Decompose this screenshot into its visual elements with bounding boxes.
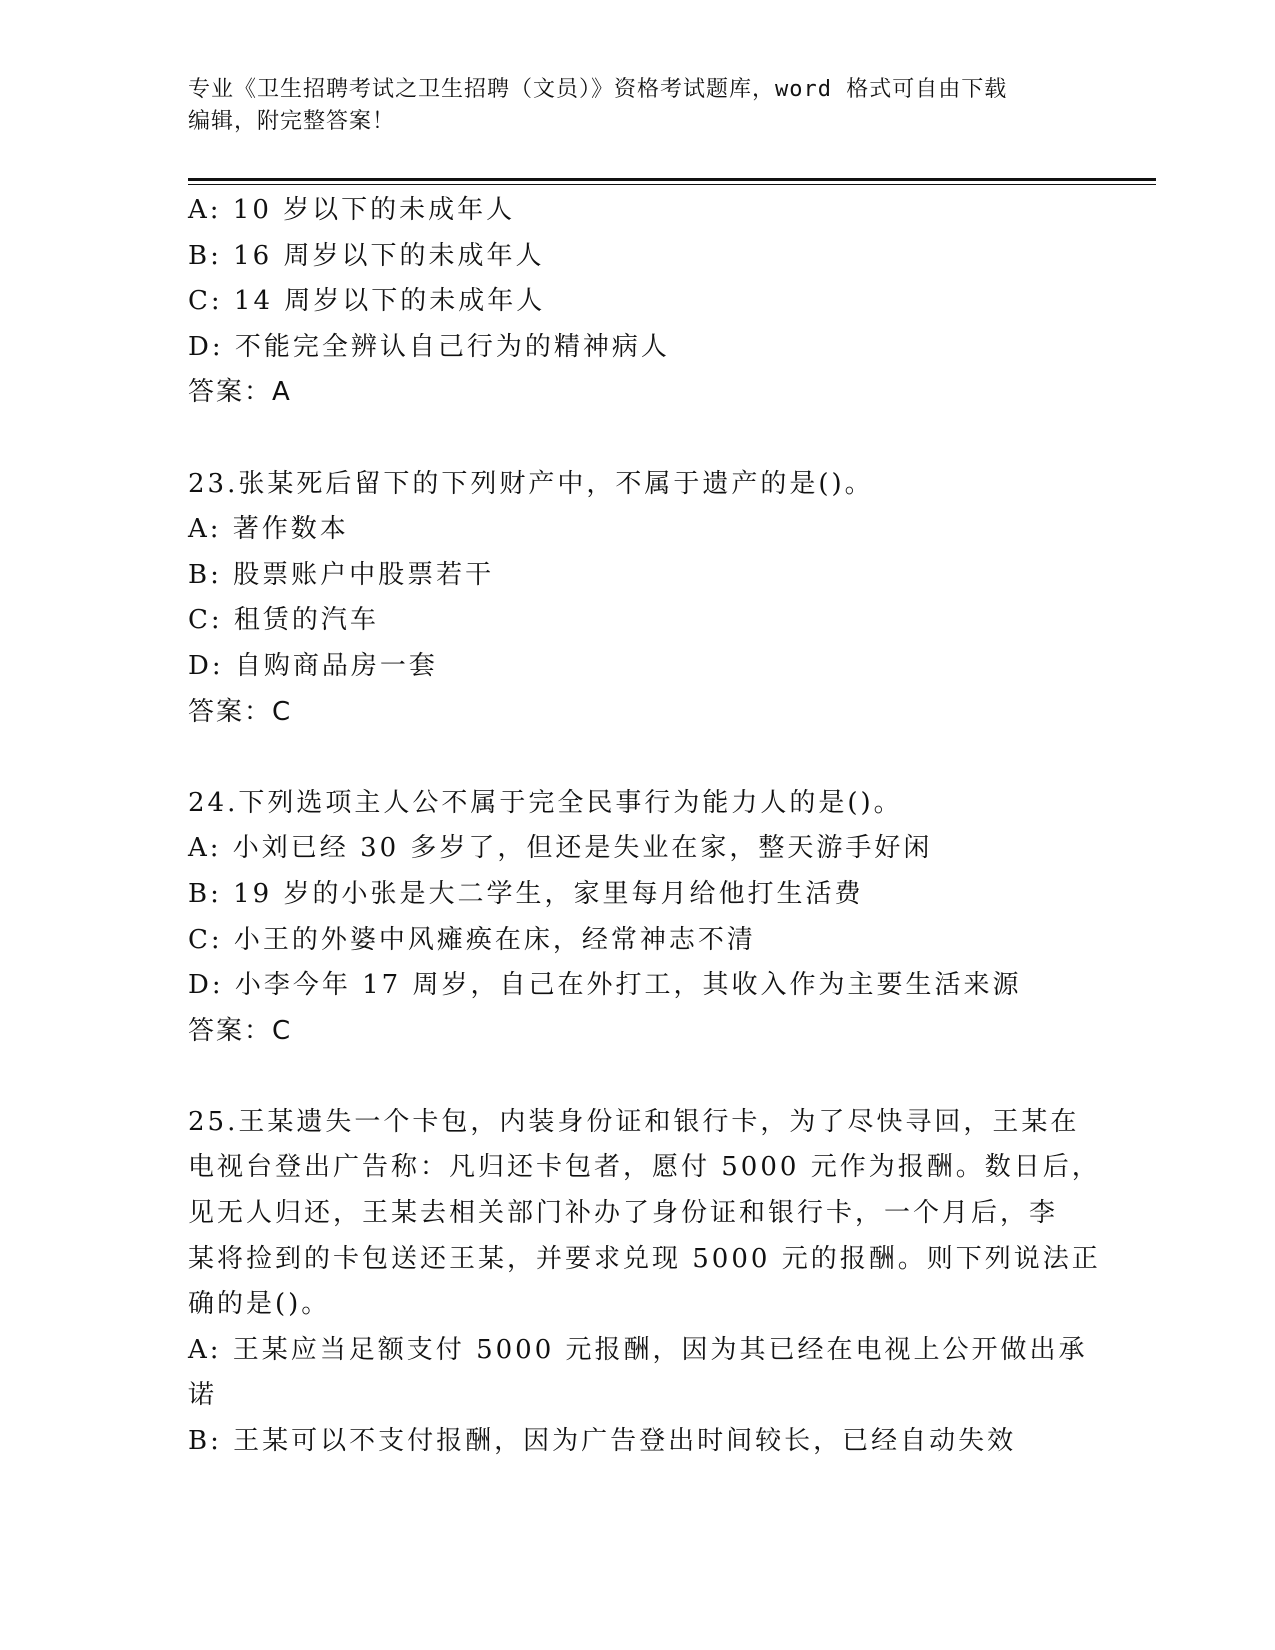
- spacer: [188, 1054, 1088, 1100]
- question-22-option-b: B: 16 周岁以下的未成年人: [188, 240, 545, 271]
- question-25-option-a-line-2: 诺: [188, 1380, 218, 1411]
- question-22-option-d: D: 不能完全辨认自己行为的精神病人: [188, 331, 670, 362]
- header-divider-thick: [188, 178, 1156, 181]
- question-23-option-c: C: 租赁的汽车: [188, 605, 379, 636]
- question-list: [188, 188, 1101, 1465]
- question-24-block: [188, 781, 1088, 1055]
- question-25-option-a-line-1: A: 王某应当足额支付 5000 元报酬，因为其已经在电视上公开做出承: [188, 1334, 1088, 1365]
- header-divider-thin: [188, 184, 1156, 185]
- header-line-2: 编辑，附完整答案！: [188, 109, 396, 134]
- question-23-option-b: B: 股票账户中股票若干: [188, 559, 495, 590]
- question-23-option-d: D: 自购商品房一套: [188, 650, 438, 681]
- question-24-text: 24.下列选项主人公不属于完全民事行为能力人的是()。: [188, 787, 903, 818]
- question-23-answer: 答案：C: [188, 696, 293, 727]
- question-25-text-line-3: 见无人归还，王某去相关部门补办了身份证和银行卡，一个月后，李: [188, 1198, 1059, 1229]
- question-25-text-line-2: 电视台登出广告称：凡归还卡包者，愿付 5000 元作为报酬。数日后，: [188, 1152, 1101, 1183]
- question-24-option-b: B: 19 岁的小张是大二学生，家里每月给他打生活费: [188, 878, 864, 909]
- header-line-1: 专业《卫生招聘考试之卫生招聘（文员）》资格考试题库，word 格式可自由下载: [188, 77, 1008, 102]
- spacer: [188, 416, 1088, 462]
- question-25-option-b: B: 王某可以不支付报酬，因为广告登出时间较长，已经自动失效: [188, 1426, 1017, 1457]
- question-25-text-line-1: 25.王某遗失一个卡包，内装身份证和银行卡，为了尽快寻回，王某在: [188, 1106, 1080, 1137]
- question-23-text: 23.张某死后留下的下列财产中，不属于遗产的是()。: [188, 468, 874, 499]
- question-24-option-d: D: 小李今年 17 周岁，自己在外打工，其收入作为主要生活来源: [188, 970, 1022, 1001]
- question-25-text-line-5: 确的是()。: [188, 1289, 331, 1320]
- question-24-option-a: A: 小刘已经 30 多岁了，但还是失业在家，整天游手好闲: [188, 833, 933, 864]
- question-23-option-a: A: 著作数本: [188, 514, 349, 545]
- spacer: [188, 735, 1088, 781]
- question-22-option-c: C: 14 周岁以下的未成年人: [188, 286, 546, 317]
- question-23-block: [188, 462, 1088, 736]
- question-22-option-a: A: 10 岁以下的未成年人: [188, 195, 516, 225]
- question-24-option-c: C: 小王的外婆中风瘫痪在床，经常神志不清: [188, 924, 756, 955]
- question-25-text-line-4: 某将捡到的卡包送还王某，并要求兑现 5000 元的报酬。则下列说法正: [188, 1243, 1101, 1274]
- question-24-answer: 答案：C: [188, 1015, 293, 1046]
- document-header: [188, 74, 1068, 138]
- question-22-block: [188, 188, 1088, 416]
- question-25-block: [188, 1100, 1101, 1465]
- question-22-answer: 答案：A: [188, 377, 292, 408]
